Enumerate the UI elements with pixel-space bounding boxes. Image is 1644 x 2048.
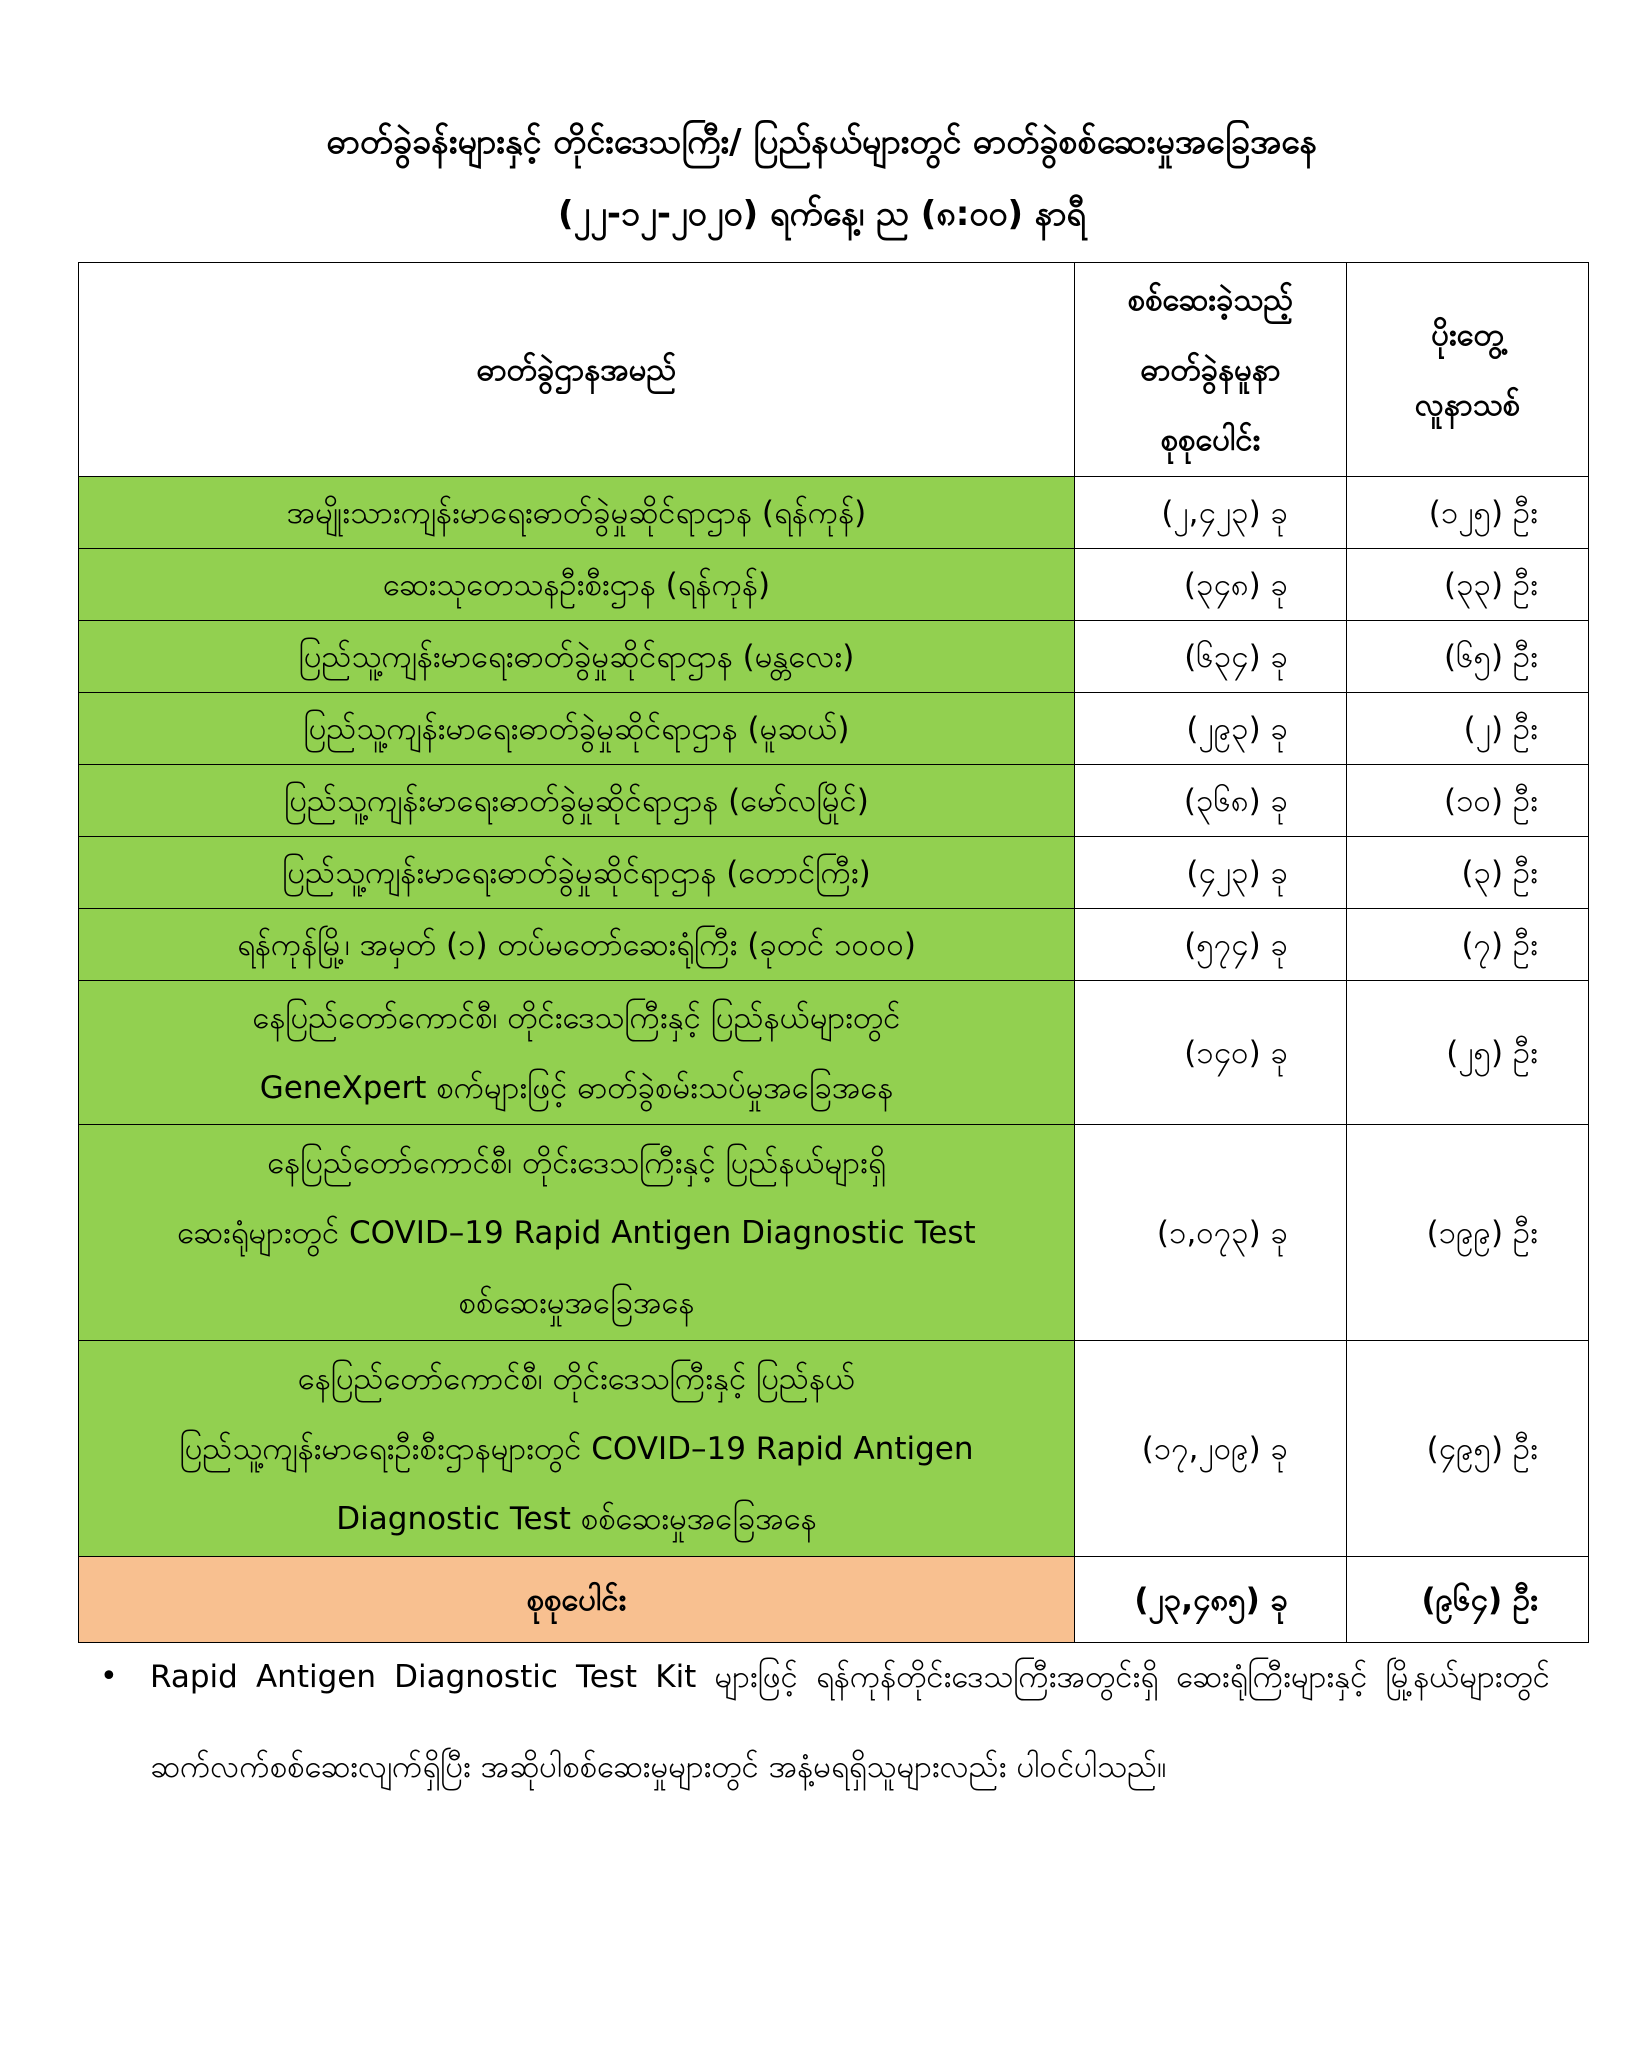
- lab-name-line: အမျိုးသားကျန်းမာရေးဓာတ်ခွဲမှုဆိုင်ရာဌာန (ရန်ကုန်): [286, 494, 867, 531]
- positive-cell: (၇) ဦး: [1347, 909, 1589, 981]
- lab-name-cell: [79, 1341, 1075, 1557]
- header-positive-line1: ပိုးတွေ့: [1431, 316, 1504, 353]
- total-row: [79, 1557, 1589, 1643]
- lab-name-cell: [79, 477, 1075, 549]
- lab-name-line: နေပြည်တော်ကောင်စီ၊ တိုင်းဒေသကြီးနှင့် ပြည်နယ်များတွင်: [252, 999, 901, 1036]
- table-row: [79, 837, 1589, 909]
- lab-name-line: စစ်ဆေးမှုအခြေအနေ: [458, 1284, 695, 1321]
- samples-cell: (၁၇,၂၀၉) ခု: [1075, 1341, 1347, 1557]
- table-row: [79, 981, 1589, 1125]
- positive-cell: (၃) ဦး: [1347, 837, 1589, 909]
- lab-name-line: ပြည်သူ့ကျန်းမာရေးဓာတ်ခွဲမှုဆိုင်ရာဌာန (မော်လမြိုင်): [284, 782, 869, 819]
- lab-name-cell: [79, 909, 1075, 981]
- positive-cell: (၆၅) ဦး: [1347, 621, 1589, 693]
- header-positive: [1347, 263, 1589, 477]
- header-lab-name: ဓာတ်ခွဲဌာနအမည်: [79, 263, 1075, 477]
- lab-name-cell: [79, 1125, 1075, 1341]
- lab-name-line: ပြည်သူ့ကျန်းမာရေးဓာတ်ခွဲမှုဆိုင်ရာဌာန (တောင်ကြီး): [282, 854, 871, 891]
- samples-cell: (၁,၀၇၃) ခု: [1075, 1125, 1347, 1341]
- document-title: ဓာတ်ခွဲခန်းများနှင့် တိုင်းဒေသကြီး/ ပြည်နယ်များတွင် ဓာတ်ခွဲစစ်ဆေးမှုအခြေအနေ: [326, 122, 1318, 162]
- lab-name-cell: [79, 549, 1075, 621]
- samples-cell: (၂၉၃) ခု: [1075, 693, 1347, 765]
- lab-name-line: ပြည်သူ့ကျန်းမာရေးဦးစီးဌာနများတွင် COVID–19 Rapid Antigen: [179, 1430, 974, 1467]
- table-body: [79, 477, 1589, 1643]
- lab-name-cell: [79, 621, 1075, 693]
- samples-cell: (၄၂၃) ခု: [1075, 837, 1347, 909]
- total-label-cell: စုစုပေါင်း: [79, 1557, 1075, 1643]
- header-samples-line2: ဓာတ်ခွဲနမူနာ: [1140, 351, 1281, 388]
- samples-cell: (၃၄၈) ခု: [1075, 549, 1347, 621]
- lab-test-table: [78, 262, 1589, 1643]
- bullet-icon: •: [100, 1659, 118, 1694]
- total-samples-cell: (၂၃,၄၈၅) ခု: [1075, 1557, 1347, 1643]
- positive-cell: (၁၀) ဦး: [1347, 765, 1589, 837]
- table-row: [79, 765, 1589, 837]
- lab-name-line: ပြည်သူ့ကျန်းမာရေးဓာတ်ခွဲမှုဆိုင်ရာဌာန (မူဆယ်): [303, 710, 850, 747]
- table-row: [79, 621, 1589, 693]
- samples-cell: (၂,၄၂၃) ခု: [1075, 477, 1347, 549]
- table-row: [79, 549, 1589, 621]
- samples-cell: (၃၆၈) ခု: [1075, 765, 1347, 837]
- lab-name-line: ဆေးရုံများတွင် COVID–19 Rapid Antigen Diagnostic Test: [177, 1214, 976, 1251]
- samples-cell: (၆၃၄) ခု: [1075, 621, 1347, 693]
- document-date: (၂၂-၁၂-၂၀၂၀) ရက်နေ့၊ ည (၈:၀၀) နာရီ: [557, 194, 1087, 234]
- table-row: [79, 1341, 1589, 1557]
- header-positive-line2: လူနာသစ်: [1414, 386, 1521, 423]
- lab-name-cell: [79, 765, 1075, 837]
- lab-name-line: နေပြည်တော်ကောင်စီ၊ တိုင်းဒေသကြီးနှင့် ပြည်နယ်များရှိ: [267, 1144, 886, 1181]
- lab-name-line: ပြည်သူ့ကျန်းမာရေးဓာတ်ခွဲမှုဆိုင်ရာဌာန (မန္တလေး): [298, 638, 855, 675]
- positive-cell: (၁၂၅) ဦး: [1347, 477, 1589, 549]
- header-samples-line1: စစ်ဆေးခဲ့သည့်: [1127, 281, 1294, 318]
- lab-name-line: Diagnostic Test စစ်ဆေးမှုအခြေအနေ: [336, 1500, 817, 1537]
- table-row: [79, 909, 1589, 981]
- lab-name-line: GeneXpert စက်များဖြင့် ဓာတ်ခွဲစမ်းသပ်မှုအခြေအနေ: [259, 1069, 894, 1106]
- lab-name-cell: [79, 693, 1075, 765]
- positive-cell: (၄၉၅) ဦး: [1347, 1341, 1589, 1557]
- footnote: [100, 1632, 1550, 1812]
- table-row: [79, 1125, 1589, 1341]
- header-samples-line3: စုစုပေါင်း: [1160, 421, 1261, 458]
- lab-name-cell: [79, 981, 1075, 1125]
- positive-cell: (၁၉၉) ဦး: [1347, 1125, 1589, 1341]
- table-header-row: [79, 263, 1589, 477]
- samples-cell: (၁၄၀) ခု: [1075, 981, 1347, 1125]
- total-positive-cell: (၉၆၄) ဦး: [1347, 1557, 1589, 1643]
- lab-name-line: ဆေးသုတေသနဦးစီးဌာန (ရန်ကုန်): [382, 566, 771, 603]
- table-row: [79, 693, 1589, 765]
- footnote-text: Rapid Antigen Diagnostic Test Kit များဖြင့် ရန်ကုန်တိုင်းဒေသကြီးအတွင်းရှိ ဆေးရုံကြီးများနှင့် မြို့နယ်များတွင် ဆက်လက်စစ်ဆေးလျက်ရှိပြီး အဆိုပါစစ်ဆေးမှုများတွင် အနံ့မရရှိသူများလည်း ပါဝင်ပါသည်။: [150, 1659, 1550, 1785]
- positive-cell: (၂၅) ဦး: [1347, 981, 1589, 1125]
- samples-cell: (၅၇၄) ခု: [1075, 909, 1347, 981]
- lab-name-line: နေပြည်တော်ကောင်စီ၊ တိုင်းဒေသကြီးနှင့် ပြည်နယ်: [297, 1360, 856, 1397]
- positive-cell: (၃၃) ဦး: [1347, 549, 1589, 621]
- table-row: [79, 477, 1589, 549]
- positive-cell: (၂) ဦး: [1347, 693, 1589, 765]
- lab-name-line: ရန်ကုန်မြို့၊ အမှတ် (၁) တပ်မတော်ဆေးရုံကြီး (ခုတင် ၁၀၀၀): [237, 926, 916, 963]
- lab-name-cell: [79, 837, 1075, 909]
- header-samples: [1075, 263, 1347, 477]
